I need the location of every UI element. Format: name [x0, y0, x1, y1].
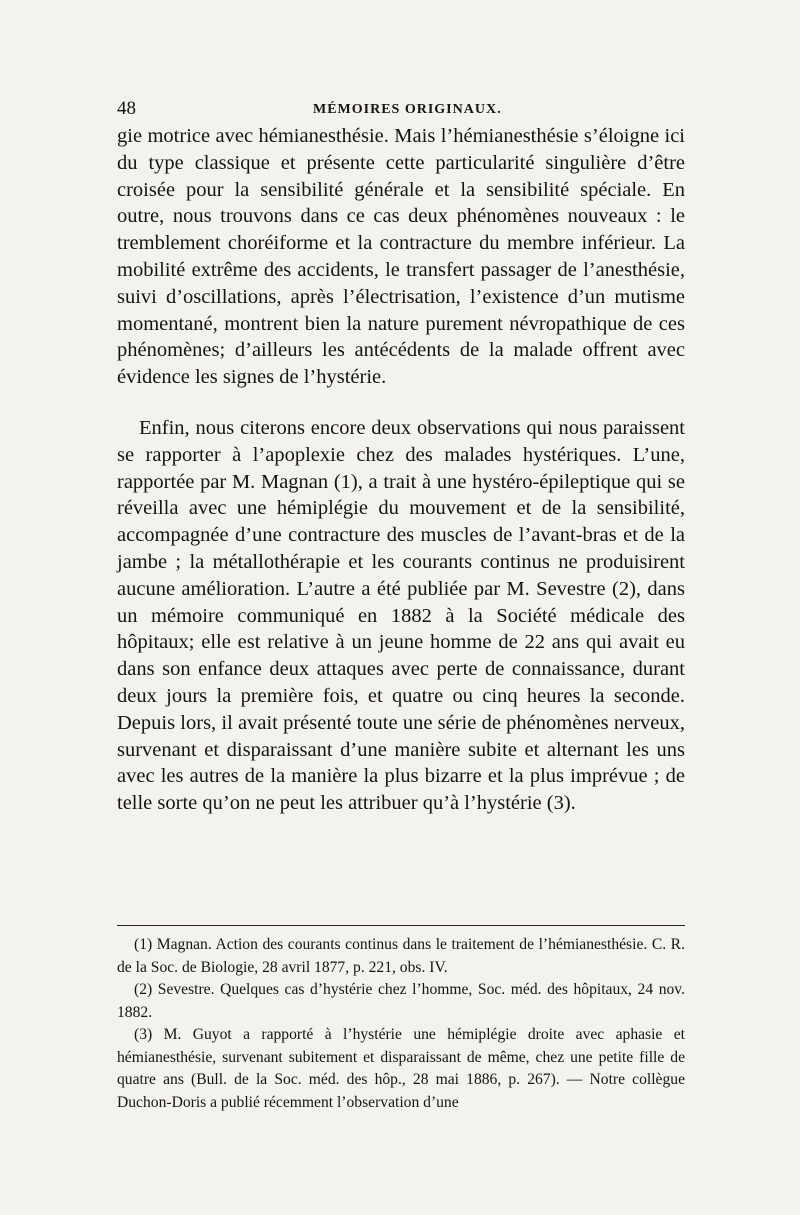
footnote-3: (3) M. Guyot a rapporté à l’hystérie une hémiplégie droite avec aphasie et hémianesthésie, survenant subitement et disparaissant de même, chez une petite fille de quatre ans (Bull. de la Soc. méd. des hôp., 28 mai 1886, p. 267). — Notre collègue Duchon-Doris a publié récemment l’observation d’une: [117, 1026, 685, 1111]
running-title: MÉMOIRES ORIGINAUX.: [313, 102, 502, 117]
footnote-divider: [117, 925, 685, 926]
footnote-2: (2) Sevestre. Quelques cas d’hystérie chez l’homme, Soc. méd. des hôpitaux, 24 nov. 1882.: [117, 981, 685, 1021]
paragraph-2: Enfin, nous citerons encore deux observations qui nous paraissent se rapporter à l’apoplexie chez des malades hystériques. L’une, rapportée par M. Magnan (1), a trait à une hystéro-épileptique qui se réveilla avec une hémiplégie du mouvement et de la sensibilité, accompagnée d’une contracture des muscles de l’avant-bras et de la jambe ; la métallothérapie et les courants continus ne produisirent aucune amélioration. L’autre a été publiée par M. Sevestre (2), dans un mémoire communiqué en 1882 à la Société médicale des hôpitaux; elle est relative à un jeune homme de 22 ans qui avait eu dans son enfance deux attaques avec perte de connaissance, durant deux jours la première fois, et quatre ou cinq heures la seconde. Depuis lors, il avait présenté toute une série de phénomènes nerveux, survenant et disparaissant d’une manière subite et alternant les uns avec les autres de la manière la plus bizarre et la plus imprévue ; de telle sorte qu’on ne peut les attribuer qu’à l’hystérie (3).: [117, 416, 685, 815]
footnote-1: (1) Magnan. Action des courants continus dans le traitement de l’hémianesthésie. C. R. de la Soc. de Biologie, 28 avril 1877, p. 221, obs. IV.: [117, 936, 685, 976]
page-number: 48: [117, 98, 136, 119]
paragraph-1: gie motrice avec hémianesthésie. Mais l’hémianesthésie s’éloigne ici du type classique et présente cette particularité singulière d’être croisée pour la sensibilité générale et la sensibilité spéciale. En outre, nous trouvons dans ce cas deux phénomènes nouveaux : le tremblement choréiforme et la contracture du membre inférieur. La mobilité extrême des accidents, le transfert passager de l’anesthésie, suivi d’oscillations, après l’électrisation, l’existence d’un mutisme momentané, montrent bien la nature purement névropathique de ces phénomènes; d’ailleurs les antécédents de la malade offrent avec évidence les signes de l’hystérie.: [117, 125, 685, 389]
footnotes: [117, 934, 685, 1114]
body-text: [117, 123, 685, 817]
page-header: [117, 98, 687, 122]
